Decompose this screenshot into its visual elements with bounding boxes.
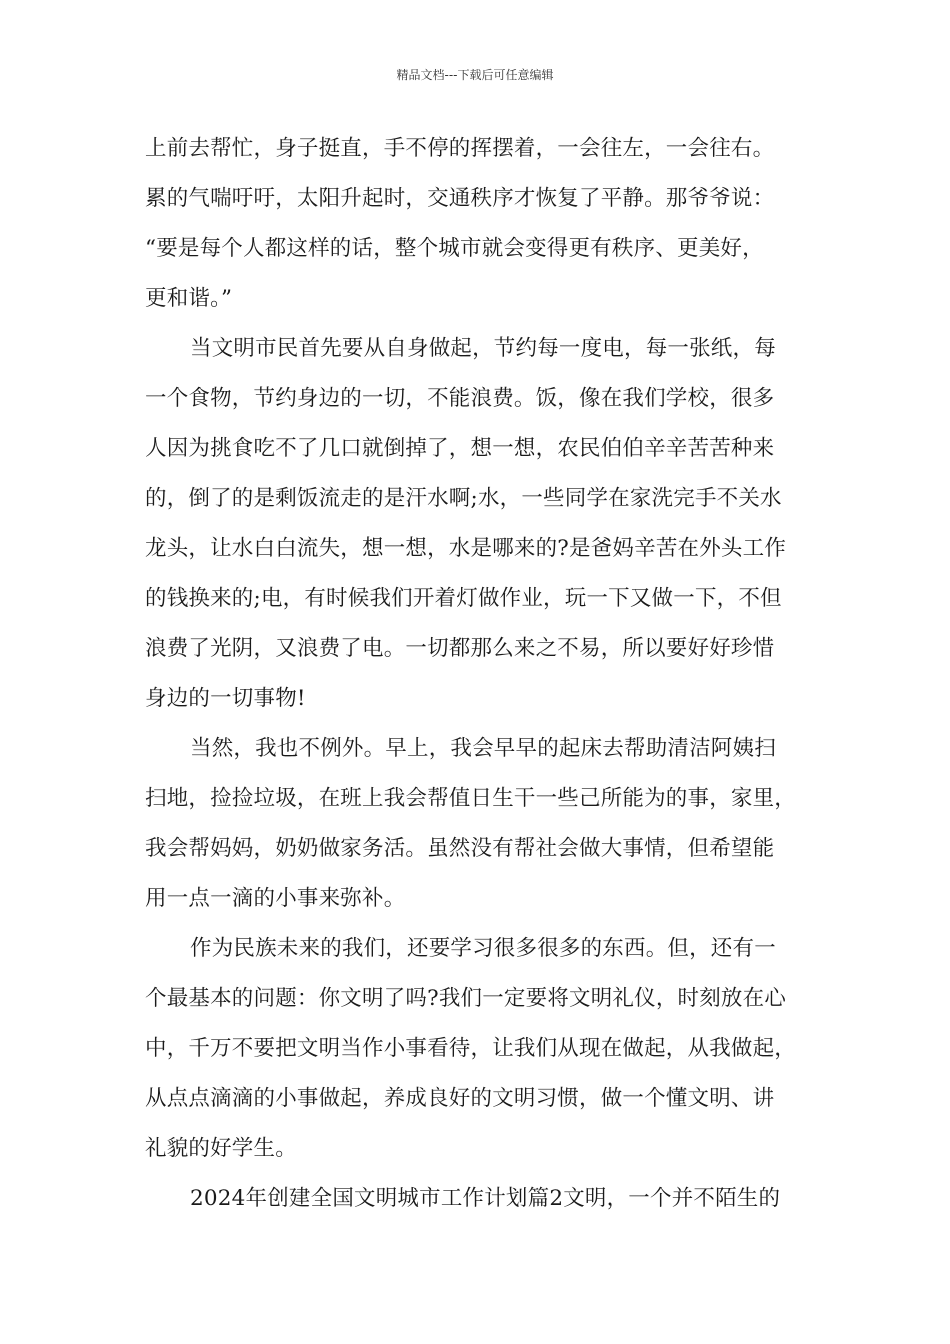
paragraph-start: 2024年创建全国文明城市工作计划篇2文明，一个并不陌生的 <box>190 1186 781 1211</box>
text-line: 礼貌的好学生。 <box>145 1136 297 1161</box>
text-line: 上前去帮忙，身子挺直，手不停的挥摆着，一会往左，一会往右。 <box>145 136 775 161</box>
text-line: 的钱换来的;电，有时候我们开着灯做作业，玩一下又做一下，不但 <box>145 586 782 611</box>
document-body <box>145 130 815 1230</box>
text-line: 用一点一滴的小事来弥补。 <box>145 886 406 911</box>
text-line: 人因为挑食吃不了几口就倒掉了，想一想，农民伯伯辛辛苦苦种来 <box>145 436 775 461</box>
paragraph-start: 作为民族未来的我们，还要学习很多很多的东西。但，还有一 <box>190 936 776 961</box>
paragraph-start: 当然，我也不例外。早上，我会早早的起床去帮助清洁阿姨扫 <box>190 736 776 761</box>
text-line: 龙头，让水白白流失，想一想，水是哪来的?是爸妈辛苦在外头工作 <box>145 536 787 561</box>
paragraph-start: 当文明市民首先要从自身做起，节约每一度电，每一张纸，每 <box>190 336 776 361</box>
text-line: 浪费了光阴，又浪费了电。一切都那么来之不易，所以要好好珍惜 <box>145 636 775 661</box>
text-line: 我会帮妈妈，奶奶做家务活。虽然没有帮社会做大事情，但希望能 <box>145 836 775 861</box>
text-line: 的，倒了的是剩饭流走的是汗水啊;水，一些同学在家洗完手不关水 <box>145 486 782 511</box>
text-line: 更和谐。” <box>145 286 233 311</box>
text-line: 从点点滴滴的小事做起，养成良好的文明习惯，做一个懂文明、讲 <box>145 1086 775 1111</box>
text-line: 身边的一切事物! <box>145 686 306 711</box>
text-line: 个最基本的问题：你文明了吗?我们一定要将文明礼仪，时刻放在心 <box>145 986 787 1011</box>
text-line: 扫地，捡捡垃圾，在班上我会帮值日生干一些己所能为的事，家里， <box>145 786 797 811</box>
text-line: “要是每个人都这样的话，整个城市就会变得更有秩序、更美好， <box>145 236 764 261</box>
text-line: 一个食物，节约身边的一切，不能浪费。饭，像在我们学校，很多 <box>145 386 775 411</box>
text-line: 累的气喘吁吁，太阳升起时，交通秩序才恢复了平静。那爷爷说： <box>145 186 775 211</box>
page-header: 精品文档---下载后可任意编辑 <box>396 68 554 82</box>
text-line: 中，千万不要把文明当作小事看待，让我们从现在做起，从我做起， <box>145 1036 797 1061</box>
